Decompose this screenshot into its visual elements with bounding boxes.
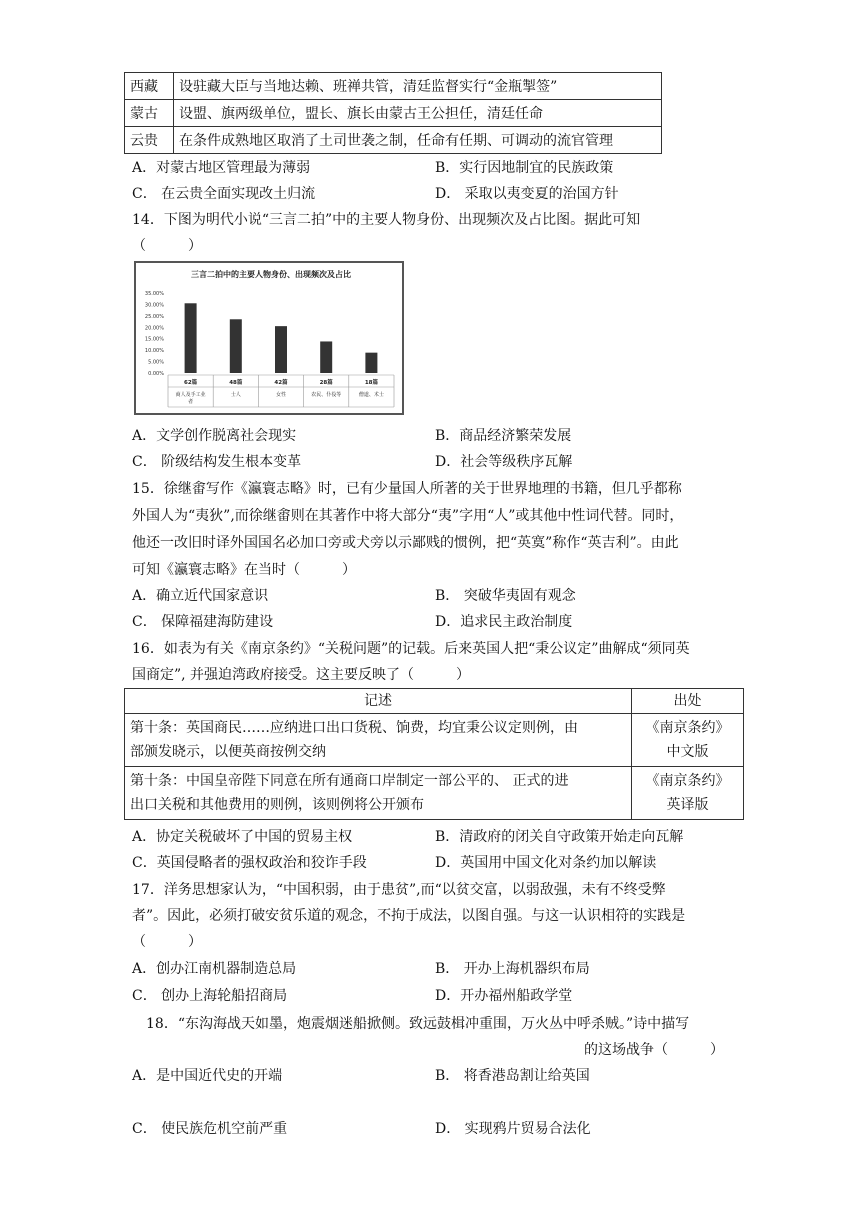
chart-title: 三言二拍中的主要人物身份、出现频次及占比 [191, 270, 351, 279]
table-cell-region: 蒙古 [125, 100, 174, 127]
question-18-line: 的这场战争（ ） [584, 1042, 724, 1058]
question-17-line: 者”。因此，必须打破安贫乐道的观念，不拘于成法，以图自强。与这一认识相符的实践是 [132, 908, 686, 924]
option-b[interactable]: B．实行因地制宜的民族政策 [435, 160, 614, 176]
policy-table [124, 72, 662, 154]
chart-bar [275, 326, 287, 373]
table-header-source: 出处 [632, 689, 744, 714]
y-tick-label: 30.00% [144, 302, 164, 309]
count-label: 48篇 [229, 380, 243, 386]
table-cell-source [632, 714, 744, 767]
count-label: 42篇 [274, 380, 288, 386]
count-label: 28篇 [319, 380, 333, 386]
record-line: 出口关税和其他费用的则例，该则例将公开颁布 [130, 797, 424, 813]
question-15-line: 可知《瀛寰志略》在当时（ ） [132, 562, 356, 578]
option-a[interactable]: A．是中国近代史的开端 [132, 1068, 283, 1084]
chart-bar [185, 303, 197, 373]
table-header-record: 记述 [125, 689, 632, 714]
question-15-line: 外国人为“夷狄”,而徐继畬则在其著作中将大部分“夷”字用“人”或其他中性词代替。同时， [132, 508, 684, 524]
source-line: 中文版 [666, 744, 709, 760]
source-line: 英译版 [666, 797, 709, 813]
table-cell-region: 云贵 [125, 127, 174, 154]
chart-bar [320, 341, 332, 373]
treaty-table [124, 688, 744, 820]
category-label: 士人 [230, 392, 241, 398]
table-cell-text: 设盟、旗两级单位，盟长、旗长由蒙古王公担任，清廷任命 [174, 100, 662, 127]
y-tick-label: 10.00% [144, 348, 164, 355]
option-a[interactable]: A．确立近代国家意识 [132, 588, 269, 604]
table-cell-text: 设驻藏大臣与当地达赖、班禅共管，清廷监督实行“金瓶掣签” [174, 73, 662, 100]
table-cell-record [125, 714, 632, 767]
record-line: 第十条：中国皇帝陛下同意在所有通商口岸制定一部公平的、 正式的进 [130, 773, 569, 789]
question-15-line: 15．徐继畬写作《瀛寰志略》时，已有少量国人所著的关于世界地理的书籍，但几乎都称 [132, 481, 682, 497]
table-cell-region: 西藏 [125, 73, 174, 100]
question-17-line: 17．洋务思想家认为，“中国积弱，由于患贫”,而“以贫交富，以弱敌强，未有不终受弊 [132, 882, 666, 898]
question-17-line: （ ） [132, 934, 202, 950]
option-b[interactable]: B．商品经济繁荣发展 [435, 428, 572, 444]
source-line: 《南京条约》 [645, 720, 730, 736]
option-c[interactable]: C．英国侵略者的强权政治和狡诈手段 [132, 855, 367, 871]
option-c[interactable]: C． 在云贵全面实现改土归流 [132, 186, 316, 202]
question-18-line: 18．“东沟海战天如墨，炮震烟迷船掀侧。致远鼓楫冲重围，万火丛中呼杀贼。”诗中描写 [146, 1016, 690, 1032]
option-b[interactable]: B． 将香港岛割让给英国 [435, 1068, 590, 1084]
count-label: 18篇 [364, 380, 378, 386]
category-label: 农民、仆役等 [311, 392, 342, 398]
record-line: 第十条：英国商民……应纳进口出口货税、饷费，均宜秉公议定则例，由 [130, 720, 578, 736]
y-tick-label: 35.00% [144, 291, 164, 297]
option-c[interactable]: C． 保障福建海防建设 [132, 614, 274, 630]
chart-bar [230, 319, 242, 373]
option-c[interactable]: C． 阶级结构发生根本变革 [132, 454, 302, 470]
option-d[interactable]: D． 采取以夷变夏的治国方针 [435, 186, 619, 202]
count-label: 62篇 [184, 380, 198, 386]
y-tick-label: 25.00% [144, 313, 164, 320]
chart-bar [365, 353, 377, 373]
option-b[interactable]: B． 开办上海机器织布局 [435, 961, 590, 977]
table-cell-record [125, 767, 632, 820]
record-line: 部颁发晓示，以便英商按例交纳 [130, 744, 326, 760]
option-c[interactable]: C． 使民族危机空前严重 [132, 1121, 288, 1137]
option-d[interactable]: D．英国用中国文化对条约加以解读 [435, 855, 657, 871]
option-c[interactable]: C． 创办上海轮船招商局 [132, 988, 288, 1004]
table-cell-text: 在条件成熟地区取消了土司世袭之制，任命有任期、可调动的流官管理 [174, 127, 662, 154]
option-d[interactable]: D．追求民主政治制度 [435, 614, 573, 630]
option-d[interactable]: D．社会等级秩序瓦解 [435, 454, 573, 470]
y-tick-label: 15.00% [144, 336, 164, 343]
category-label: 僧道、术士 [358, 392, 384, 398]
y-tick-label: 20.00% [144, 325, 164, 332]
option-d[interactable]: D．开办福州船政学堂 [435, 988, 573, 1004]
option-d[interactable]: D． 实现鸦片贸易合法化 [435, 1121, 591, 1137]
option-a[interactable]: A．文学创作脱离社会现实 [132, 428, 297, 444]
option-a[interactable]: A．对蒙古地区管理最为薄弱 [132, 160, 311, 176]
category-label: 者 [188, 399, 194, 405]
option-a[interactable]: A．创办江南机器制造总局 [132, 961, 297, 977]
option-b[interactable]: B． 突破华夷固有观念 [435, 588, 576, 604]
option-a[interactable]: A．协定关税破坏了中国的贸易主权 [132, 829, 353, 845]
character-chart [134, 261, 404, 415]
question-14-answer-blank: （ ） [132, 238, 202, 254]
y-tick-label: 5.00% [148, 359, 164, 366]
question-15-line: 他还一改旧时译外国国名必加口旁或犬旁以示鄙贱的惯例，把“英寞”称作“英吉利”。由此 [132, 535, 679, 551]
option-b[interactable]: B．清政府的闭关自守政策开始走向瓦解 [435, 829, 684, 845]
table-cell-source [632, 767, 744, 820]
category-label: 女性 [275, 392, 287, 398]
bar-chart [136, 263, 402, 413]
question-16-line: 国商定”, 并强迫湾政府接受。这主要反映了（ ） [132, 667, 471, 683]
question-16-line: 16．如表为有关《南京条约》“关税问题”的记载。后来英国人把“秉公议定”曲解成“须同英 [132, 641, 690, 657]
source-line: 《南京条约》 [645, 773, 730, 789]
category-label: 商人及手工业 [175, 392, 206, 398]
question-14-stem: 14．下图为明代小说“三言二拍”中的主要人物身份、出现频次及占比图。据此可知 [132, 212, 641, 228]
y-tick-label: 0.00% [148, 371, 164, 377]
